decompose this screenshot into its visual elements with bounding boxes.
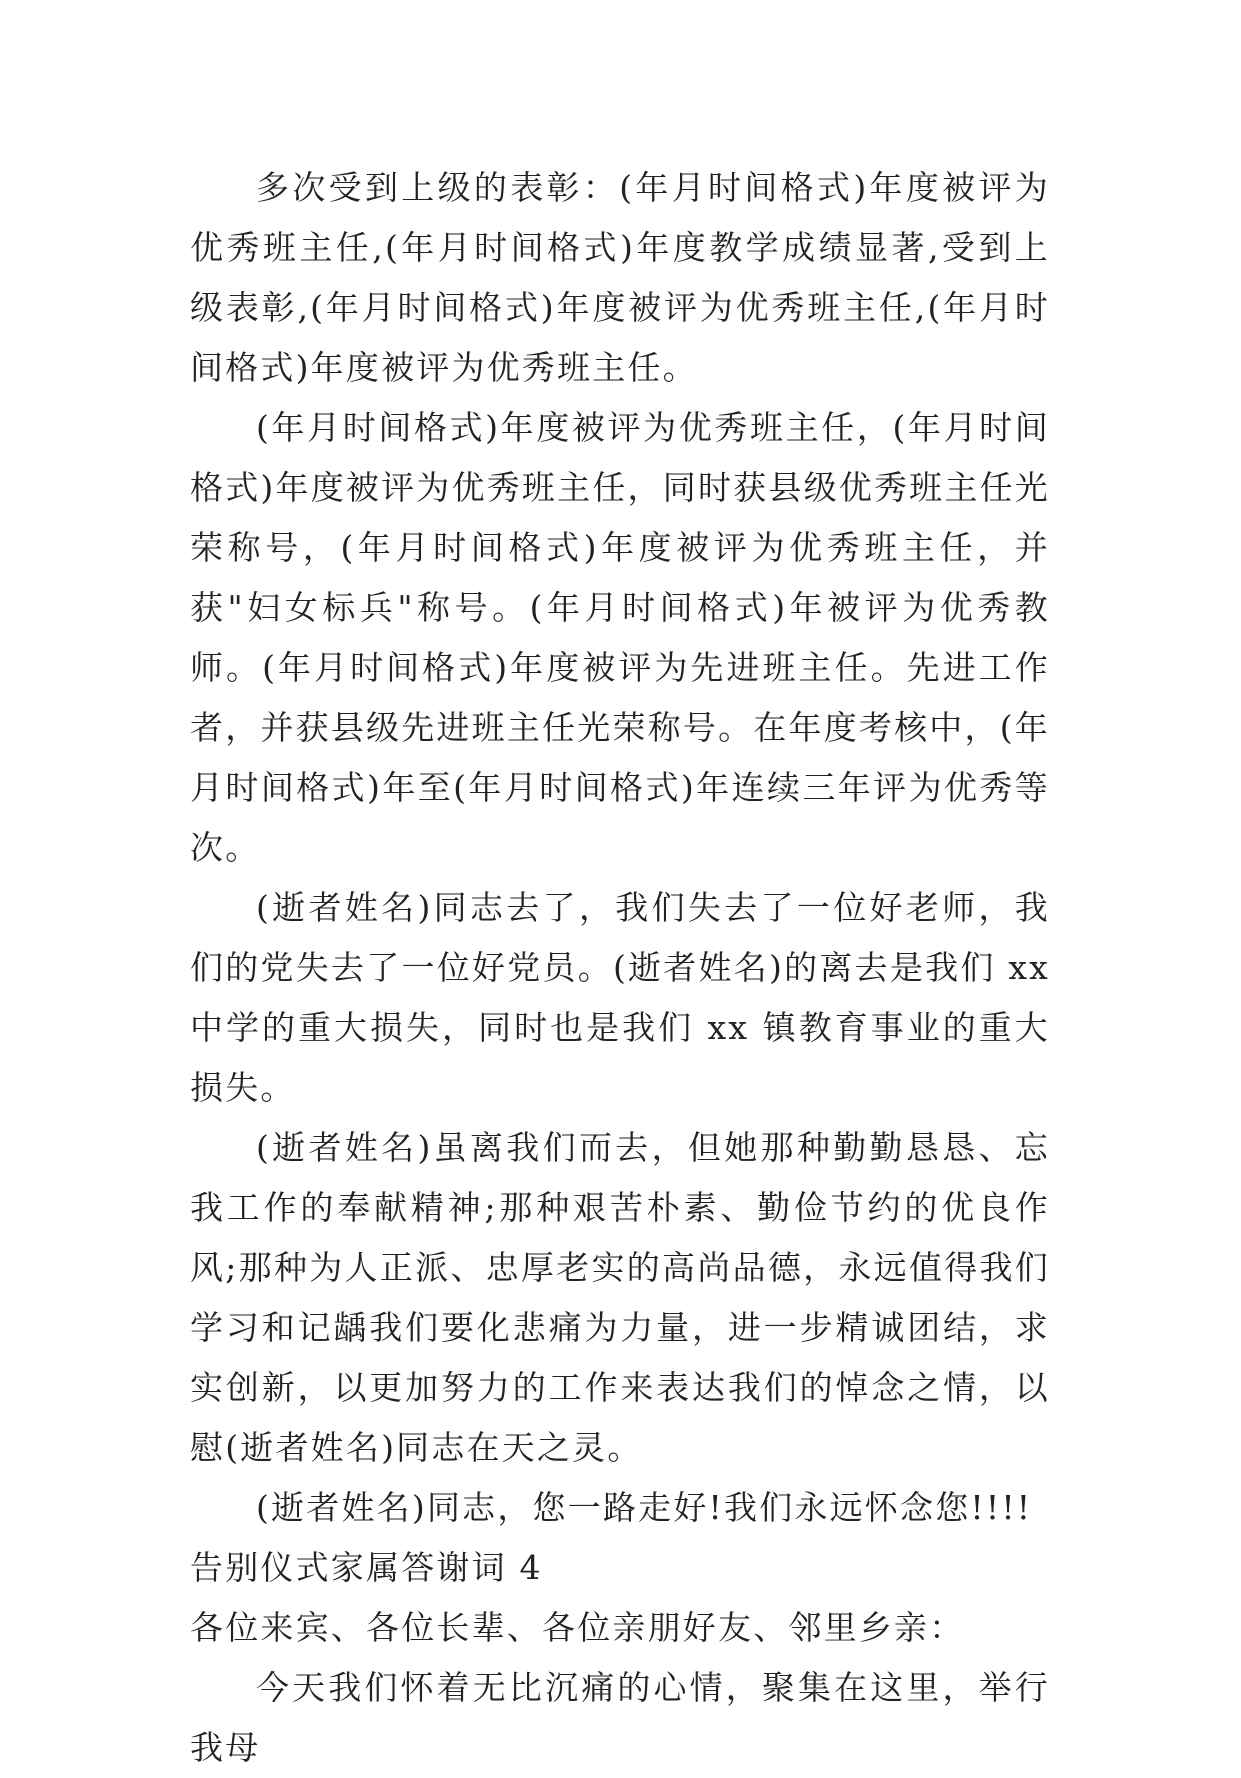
paragraph-commendations: 多次受到上级的表彰：(年月时间格式)年度被评为优秀班主任,(年月时间格式)年度教学成绩显著,受到上级表彰,(年月时间格式)年度被评为优秀班主任,(年月时间格式)年度被评为优秀班主任。 [190, 168, 1050, 387]
paragraph-farewell: (逝者姓名)同志，您一路走好!我们永远怀念您!!!! [256, 1488, 1033, 1527]
document-body [190, 158, 1050, 1778]
paragraph-legacy: (逝者姓名)虽离我们而去，但她那种勤勤恳恳、忘我工作的奉献精神;那种艰苦朴素、勤俭节约的优良作风;那种为人正派、忠厚老实的高尚品德，永远值得我们学习和记龋我们要化悲痛为力量，进一步精诚团结，求实创新，以更加努力的工作来表达我们的悼念之情，以慰(逝者姓名)同志在天之灵。 [190, 1128, 1050, 1467]
section-title: 告别仪式家属答谢词 4 [190, 1548, 543, 1587]
salutation: 各位来宾、各位长辈、各位亲朋好友、邻里乡亲： [190, 1608, 965, 1647]
paragraph-loss: (逝者姓名)同志去了，我们失去了一位好老师，我们的党失去了一位好党员。(逝者姓名)的离去是我们 xx 中学的重大损失，同时也是我们 xx 镇教育事业的重大损失。 [190, 888, 1050, 1107]
paragraph-honors: (年月时间格式)年度被评为优秀班主任，(年月时间格式)年度被评为优秀班主任，同时获县级优秀班主任光荣称号，(年月时间格式)年度被评为优秀班主任，并获"妇女标兵"称号。(年月时间格式)年被评为优秀教师。(年月时间格式)年度被评为先进班主任。先进工作者，并获县级先进班主任光荣称号。在年度考核中，(年月时间格式)年至(年月时间格式)年连续三年评为优秀等次。 [190, 408, 1050, 867]
paragraph-opening: 今天我们怀着无比沉痛的心情，聚集在这里，举行我母 [190, 1668, 1050, 1767]
